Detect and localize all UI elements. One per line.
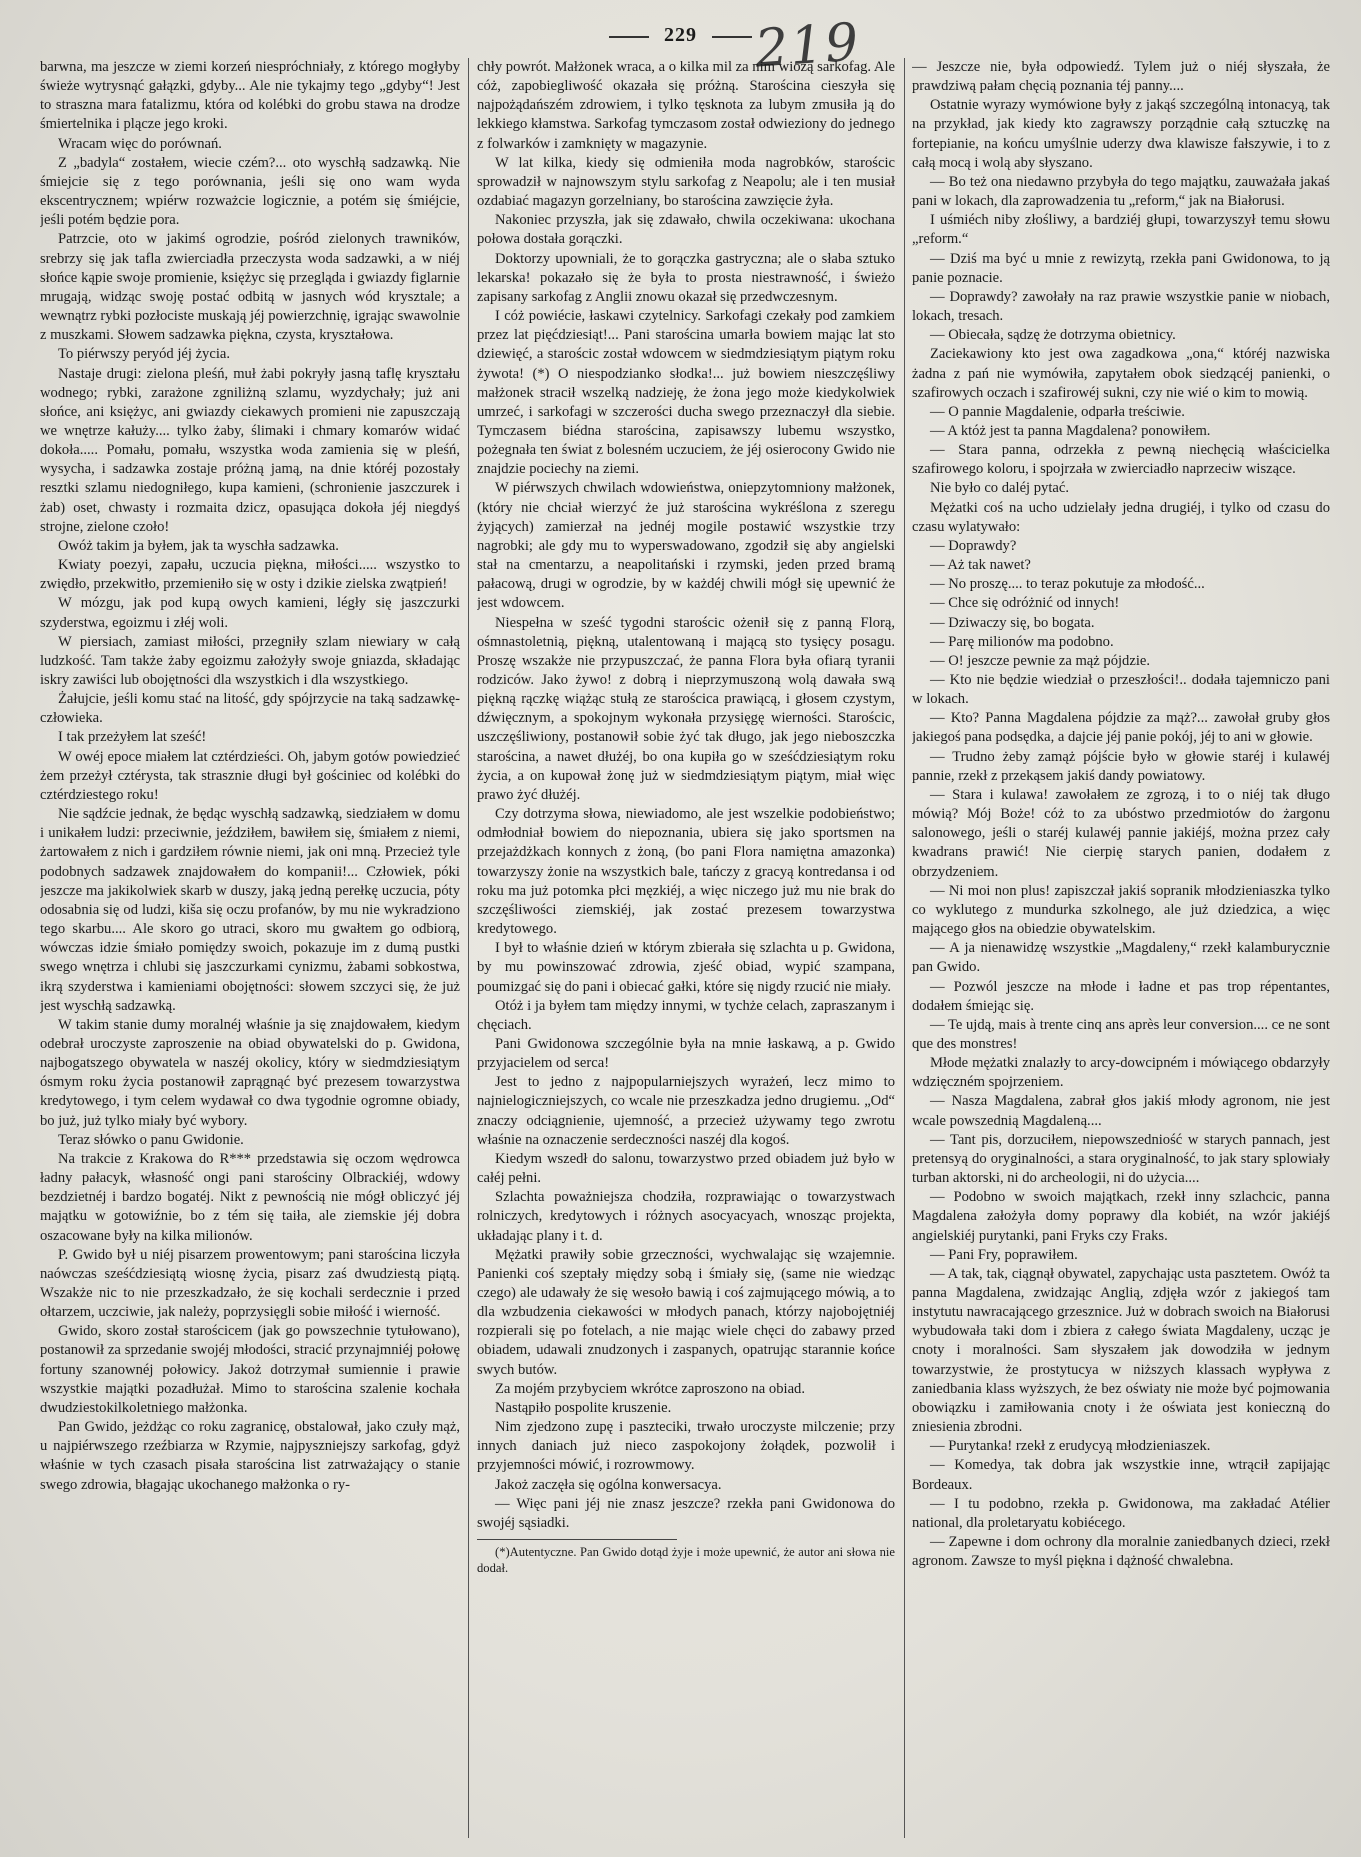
paragraph: Niespełna w sześć tygodni starościc ożenił się z panną Florą, ośmnastoletnią, piękną, utalentowaną i mającą sto tysięcy posagu. Proszę wszakże nie przypuszczać, że panna Flora była ofiarą tyranii rodziców. Jako żywo! z dobrą i nieprzymuszoną wolą dawała swą piękną rączkę wiążąc stułą ze starościca prawiącą, i głosem czystym, dźwięcznym, a spokojnym wykonała przysięgę wierności. Starościc, uszczęśliwiony, postanowił sobie żyć tak długo, jak jego nieboszczka starościna, a nawet dłużéj, bo ona kupiła go w sześćdziesiątym roku życia, a on kupował żonę już w siedmdziesiątym piątym, miał więc prawo żyć dłużéj. (477, 614, 895, 803)
paragraph: Kwiaty poezyi, zapału, uczucia piękna, miłości..... wszystko to zwiędło, przekwitło, przemieniło się w osty i dzikie zielska zwątpień! (40, 557, 460, 593)
header-rule-left (609, 36, 649, 38)
paragraph: — Trudno żeby zamąż pójście było w głowie staréj i kulawéj pannie, rzekł z przekąsem jakiś dandy powiatowy. (912, 748, 1330, 784)
paragraph: Na trakcie z Krakowa do R*** przedstawia się oczom wędrowca ładny pałacyk, własność ongi pani starościny Olbrackiéj, wdowy bezdzietnéj i bardzo bogatéj. Nikt z pewnością nie mógł obliczyć jéj majątku w gotowiźnie, bo z tém się taiła, ale ziemskie jéj dobra oszacowane były na kilka milionów. (40, 1150, 460, 1244)
paragraph: — Komedya, tak dobra jak wszystkie inne, wtrącił zapijając Bordeaux. (912, 1457, 1330, 1493)
paragraph: — Dziś ma być u mnie z rewizytą, rzekła pani Gwidonowa, to ją panie poznacie. (912, 250, 1330, 286)
paragraph: barwna, ma jeszcze w ziemi korzeń niespróchniały, z którego mogłyby świeże wytrysnąć gałązki, gdyby... Ale nie tykajmy tego „gdyby“! Jest to straszna mara fatalizmu, która od kolébki do grobu stawa na drodze śmiertelnika i plącze jego kroki. (40, 59, 460, 133)
paragraph: — Kto? Panna Magdalena pójdzie za mąż?... zawołał gruby głos jakiegoś pana podsędka, a dajcie jéj panie pokój, jéj to ani w głowie. (912, 710, 1330, 746)
paragraph: Zaciekawiony kto jest owa zagadkowa „ona,“ któréj nazwiska żadna z pań nie wymówiła, zapytałem obok siedzącéj panienki, o szafirowych oczach i szafirowéj sukni, czy nie wié o kim to mowią. (912, 346, 1330, 401)
paragraph: W owéj epoce miałem lat cztérdzieści. Oh, jabym gotów powiedzieć żem przeżył cztérysta, tak strasznie długi był gościniec od kolébki do cztérdziestego roku! (40, 748, 460, 803)
paragraph: I uśmiéch niby złośliwy, a bardziéj głupi, towarzyszył temu słowu „reform.“ (912, 212, 1330, 248)
paragraph: I tak przeżyłem lat sześć! (58, 729, 207, 746)
paragraph: — O! jeszcze pewnie za mąż pójdzie. (930, 652, 1151, 669)
paragraph: Pan Gwido, jeżdżąc co roku zagranicę, obstalował, jako czuły mąż, u najpiérwszego rzeźbiarza w Rzymie, najpyszniejszy sarkofag, gdyż właśnie w tych czasach pisała starościna list zatrważający o stanie swego zdrowia, błagając ukochanego małżonka o ry- (40, 1419, 460, 1493)
column-2 (477, 58, 895, 1838)
paragraph: — Ni moi non plus! zapiszczał jakiś sopranik młodzieniaszka tylko co wyklutego z mundurka szkolnego, ale już dziedzica, a więc mającego głos na obiedzie obywatelskim. (912, 882, 1330, 938)
paragraph: — Pani Fry, poprawiłem. (930, 1246, 1078, 1263)
paragraph: — Kto nie będzie wiedział o przeszłości!.. dodała tajemniczo pani w lokach. (912, 672, 1330, 708)
paragraph: Ostatnie wyrazy wymówione były z jakąś szczególną intonacyą, tak na przykład, jak kiedy kto zagrawszy porządnie całą sztuczkę na fortepianie, na końcu umyślnie uderzy dwa klawisze fałszywie, i to z całą mocą i wolą aby słyszano. (912, 97, 1330, 171)
header-rule-right (712, 36, 752, 38)
paragraph: — Tant pis, dorzuciłem, niepowszedniość w starych pannach, jest pretensyą do oryginalności, a stara oryginalność, to jak stary splowiały turban aktorski, ni do archeologii, ni do użycia.... (912, 1131, 1330, 1187)
paragraph: I cóż powiécie, łaskawi czytelnicy. Sarkofagi czekały pod zamkiem przez lat pięćdziesiąt!... Pani starościna umarła bowiem mając lat sto dziewięć, a starościc został wdowcem w siedmdziesiątym piątym roku żywota! (*) O niespodzianko słodka!... już bowiem nieszczęśliwy małżonek stracił wszelką nadzieję, że żona jego może kiedykolwiek umrzeć, i sarkofagi w szczerości ducha swego przeznaczył dla siebie. Tymczasem biédna starościna, zapisawszy lubemu wszystko, pożegnała ten świat z bolesném uczuciem, że jéj osierocony Gwido nie znajdzie pociechy na ziemi. (477, 308, 895, 478)
paragraph: — Obiecała, sądzę że dotrzyma obietnicy. (930, 327, 1176, 344)
paragraph: Za mojém przybyciem wkrótce zaproszono na obiad. (495, 1380, 806, 1397)
paragraph: — Purytanka! rzekł z erudycyą młodzieniaszek. (930, 1438, 1211, 1455)
column-divider (468, 58, 469, 1838)
paragraph: — Bo też ona niedawno przybyła do tego majątku, zauważała jakaś pani w lokach, dla zaprowadzenia tu „reform,“ jak na Białorusi. (912, 173, 1330, 210)
paragraph: — Jeszcze nie, była odpowiedź. Tylem już o niéj słyszała, że prawdziwą pałam chęcią poznania téj panny.... (912, 59, 1330, 95)
paragraph: — I tu podobno, rzekła p. Gwidonowa, ma zakładać Atélier national, dla proletaryatu kobiécego. (912, 1495, 1330, 1531)
paragraph: Mężatki prawiły sobie grzeczności, wychwalając się wzajemnie. Panienki coś szeptały między sobą i śmiały się, (same nie wiedząc czego) ale udawały że się wesoło bawią i coś zajmującego mówią, a to dla wzbudzenia ciekawości w młodych panach, którzy najobojętniéj rozpierali się po fotelach, a nie mając wiele chęci do zabawy przed obiadem, udawali znudzonych i zaspanych, opatrując starannie końce swych butów. (477, 1246, 895, 1378)
paragraph: — Doprawdy? (930, 537, 1017, 554)
paragraph: Nie sądźcie jednak, że będąc wyschłą sadzawką, siedziałem w domu i unikałem ludzi: przeciwnie, jeździłem, bawiłem się, śmiałem z niemi, żartowałem z nich i gardziłem równie niemi, jak oni mną. Przecież tyle podobnych sadzawek znajdowałem do kompanii!... Człowiek, póki jeszcze ma jakikolwiek skarb w duszy, jaką jedną perełkę uczucia, póty odosabnia się od ludzi, kiša się oczu profanów, by mu nie wykradziono tego skarbu.... Ale skoro go utraci, skoro mu gwałtem go odbiorą, wówczas idzie śmiało pomiędzy swoich, pokazuje im z dumą pustki swego wnętrza i chlubi się jaszczurkami cynizmu, żabami sobkostwa, ikrą szyderstwa i kamieniami obojętności: słowem szczyci się, że już jest wyschłą sadzawką. (40, 806, 460, 1014)
paragraph: W lat kilka, kiedy się odmieniła moda nagrobków, starościc sprowadził w najnowszym stylu sarkofag z Neapolu; ale i ten musiał ozdabiać magazyn gorzelniany, bo starościna zawzięcie żyła. (477, 154, 895, 210)
paragraph: — A tak, tak, ciągnął obywatel, zapychając usta pasztetem. Owóż ta panna Magdalena, zwidzając Anglią, zdjęła wzór z jakiegoś tam instytutu nawracającego grzesznice. Już w dobrach swoich na Białorusi wybudowała taki dom i zbiera z całego świata Magdaleny, ucząc je cnoty i moralności. Sam słyszałem jak dowodziła w jednym towarzystwie, że prostytucya w niższych klassach wypływa z zaniedbania klass wyższych, że bez oświaty nie może być pojmowania obowiązku i zamiłowania cnoty i że oświata jest konieczną do zniesienia zbrodni. (912, 1265, 1330, 1436)
paragraph: Jest to jedno z najpopularniejszych wyrażeń, lecz mimo to najnielogiczniejszych, co wcale nie przeszkadza jedno drugiemu. „Od“ znaczy odciągnienie, ujemność, a przecież używamy tego zwrotu właśnie na oznaczenie serdeczności naszéj dla kogoś. (477, 1074, 895, 1148)
paragraph: Patrzcie, oto w jakimś ogrodzie, pośród zielonych trawników, srebrzy się jak tafla zwierciadła przeczysta woda sadzawki, a w niéj słońce kąpie swoje promienie, księżyc się przegląda i gwiazdy figlarnie mrugają, widząc swoję postać odbitą w jasnych wód krysztale; a wewnątrz rybki pozłociste muskają jéj powierzchnię, igrając swawolnie z muszkami. Słowem sadzawka piękna, czysta, kryształowa. (40, 231, 460, 344)
paragraph: — Zapewne i dom ochrony dla moralnie zaniedbanych dzieci, rzekł agronom. Zawsze to myśl piękna i dążność chwalebna. (912, 1534, 1330, 1570)
paragraph: — No proszę.... to teraz pokutuje za młodość... (930, 576, 1205, 593)
paragraph: Nastąpiło pospolite kruszenie. (495, 1399, 672, 1416)
footnote: (*)Autentyczne. Pan Gwido dotąd żyje i może upewnić, że autor ani słowa nie dodał. (477, 1545, 895, 1576)
paragraph: Otóż i ja byłem tam między innymi, w tychże celach, zapraszanym i chęciach. (477, 997, 895, 1033)
paragraph: Owóż takim ja byłem, jak ta wyschła sadzawka. (58, 537, 339, 554)
paragraph: Szlachta poważniejsza chodziła, rozprawiając o towarzystwach rolniczych, kredytowych i różnych asocyacyach, wnosząc projekta, układając plany i t. d. (477, 1189, 895, 1244)
paragraph: — O pannie Magdalenie, odparła treściwie. (930, 403, 1185, 420)
paragraph: Młode mężatki znalazły to arcy-dowcipném i mówiącego obdarzyły wdzięczném spojrzeniem. (912, 1055, 1330, 1091)
column-divider (904, 58, 905, 1838)
paragraph: — A któż jest ta panna Magdalena? ponowiłem. (930, 422, 1211, 439)
paragraph: Nastaje drugi: zielona pleśń, muł żabi pokryły jasną taflę kryształu wodnego; rybki, zarażone zgniliżną szlamu, wyzdychały; już ani słońce, ani księżyc, ani gwiazdy ciekawych promieni nie zapuszczają we wnętrze kałuży.... tylko żaby, ślimaki i chmary komarów widać dokoła..... Pomału, pomału, wszystka woda zamienia się w pleśń, wysycha, i sadzawka zostaje próżną jamą, na dnie któréj pozostały resztki szlamu niedogniłego, kupa kamieni, (schronienie jaszczurek i żab) oset, chwasty i rozmaita dzicz, opasująca dokoła jéj niegdyś strojne, zielone czoło! (40, 365, 460, 535)
paragraph: Mężatki coś na ucho udzielały jedna drugiéj, i tylko od czasu do czasu wylatywało: (912, 499, 1330, 535)
column-3 (912, 58, 1330, 1838)
paragraph: — Podobno w swoich majątkach, rzekł inny szlachcic, panna Magdalena założyła domy poprawy dla kobiét, na wzór jakiéjś angielskiéj purytanki, pani Fryks czy Fraks. (912, 1189, 1330, 1244)
page-number: 229 (664, 24, 697, 46)
paragraph: Nakoniec przyszła, jak się zdawało, chwila oczekiwana: ukochana połowa dostała gorączki. (477, 212, 895, 248)
paragraph: Nie było co daléj pytać. (930, 480, 1069, 497)
paragraph: Teraz słówko o panu Gwidonie. (58, 1131, 244, 1148)
paragraph: — Te ujdą, mais à trente cinq ans après leur conversion.... ce ne sont que des monstres! (912, 1016, 1330, 1052)
paragraph: — Więc pani jéj nie znasz jeszcze? rzekła pani Gwidonowa do swojéj sąsiadki. (477, 1495, 895, 1531)
paragraph: W takim stanie dumy moralnéj właśnie ja się znajdowałem, kiedym odebrał uroczyste zaproszenie na obiad obywatelski do p. Gwidona, najbogatszego obywatela w naszéj okolicy, który w siedmdziesiątym ósmym roku życia postanowił zaprągnąć być prezesem towarzystwa kredytowego, i tym celem wydawał co dwa tygodnie ogromne obiady, bo już, już tylko miały być wybory. (40, 1016, 460, 1129)
paragraph: — A ja nienawidzę wszystkie „Magdaleny,“ rzekł kalamburycznie pan Gwido. (912, 940, 1330, 976)
paragraph: Z „badyla“ zostałem, wiecie czém?... oto wyschłą sadzawką. Nie śmiejcie się z tego porównania, jeśli się ono wam wyda ekscentrycznem; wpiérw rozważcie logicznie, a potém się śmiéjcie, jeśli potém będzie pora. (40, 154, 460, 229)
paragraph: — Stara panna, odrzekła z pewną niechęcią właścicielka szafirowego koloru, i spojrzała w zwierciadło naprzeciw wiszące. (912, 442, 1330, 478)
paragraph: — Dziwaczy się, bo bogata. (930, 614, 1095, 631)
paragraph: W piérwszych chwilach wdowieństwa, oniepzytomniony małżonek, (który nie chciał wierzyć że już starościna wykréślona z szeregu żyjących) zamierzał na jednéj mogile postawić wszystkie trzy nagrobki; ale gdy mu to wyperswadowano, zgodził się aby angielski stał na cmentarzu, a neapolitański i rzymski, jeden przed bramą pałacową, drugi w ogrodzie, by w każdéj chwili mógł się upewnić że jest wdowcem. (477, 480, 895, 612)
paragraph: Doktorzy upowniali, że to gorączka gastryczna; ale o słaba sztuko lekarska! pokazało się że była to prosta niestrawność, i świeżo zapisany sarkofag z Anglii znowu okazał się przedwczesnym. (477, 250, 895, 305)
paragraph: — Stara i kulawa! zawołałem ze zgrozą, i to o niéj tak długo mówią? Mój Boże! cóż to za ubóstwo przedmiotów do żargonu salonowego, jeśli o staréj kulawéj pannie jakiéjś, można przez cały kwadrans prawić! Nie cierpię starych panien, dodałem z obrzydzeniem. (912, 786, 1330, 880)
paragraph: — Chce się odróżnić od innych! (930, 595, 1120, 612)
paragraph: Gwido, skoro został starościcem (jak go powszechnie tytułowano), postanowił za sprzedanie swojéj młodości, stracić przynajmniéj połowę fortuny szanownéj połowicy. Jakoż dotrzymał sumiennie i prawie wszystkie majątki pozadłużał. Mimo to starościna szalenie kochała dwudziestokilkoletniego małżonka. (40, 1323, 460, 1416)
paragraph: W mózgu, jak pod kupą owych kamieni, légły się jaszczurki szyderstwa, egoizmu i złéj woli. (40, 595, 460, 631)
article-columns (40, 58, 1330, 1838)
paragraph: — Nasza Magdalena, zabrał głos jakiś młody agronom, nie jest wcale powszednią Magdaleną.... (912, 1093, 1330, 1129)
paragraph: — Aż tak nawet? (930, 557, 1031, 574)
paragraph: W piersiach, zamiast miłości, przegniły szlam niewiary w całą ludzkość. Tam także żaby egoizmu założyły swoje gniazda, składając iskry zawiści lub obojętności dla wszystkich i dla wszystkiego. (40, 633, 460, 688)
paragraph: P. Gwido był u niéj pisarzem prowentowym; pani starościna liczyła naówczas sześćdziesiątą wiosnę życia, pisarz zaś dwudziestą piątą. Wszakże nic to nie przeszkadzało, że się kochali serdecznie i przed ołtarzem, uczciwie, jak należy, poprzysięgli sobie miłość i wierność. (40, 1246, 460, 1321)
paragraph: Jakoż zaczęła się ogólna konwersacya. (495, 1476, 722, 1493)
paragraph: I był to właśnie dzień w którym zbierała się szlachta u p. Gwidona, by mu powinszować zdrowia, zjeść obiad, wypić szampana, poumizgać się do pani i obiecać gałki, które się nigdy rzucić nie miały. (477, 940, 895, 995)
handwritten-page-number: 219 (753, 12, 863, 80)
paragraph: Kiedym wszedł do salonu, towarzystwo przed obiadem już było w całéj pełni. (477, 1150, 895, 1187)
paragraph: — Parę milionów ma podobno. (930, 633, 1114, 650)
paragraph: — Doprawdy? zawołały na raz prawie wszystkie panie w niobach, lokach, tresach. (912, 288, 1330, 325)
paragraph: Nim zjedzono zupę i paszteciki, trwało uroczyste milczenie; przy innych daniach już nieco zaspokojony żołądek, pozwolił i przyjemności mówić, i rozrowmowy. (477, 1419, 895, 1474)
paragraph: chły powrót. Małżonek wraca, a o kilka mil za nim wiozą sarkofag. Ale cóż, zapobiegliwość okazała się próżną. Starościna cieszyła się najpożądańszém zdrowiem, i tylko tęsknota za lubym zmusiła ją do lekkiego kłamstwa. Sarkofag tymczasom został odwieziony do jednego z folwarków i zamknięty w magazynie. (477, 59, 895, 152)
paragraph: Wracam więc do porównań. (58, 135, 222, 152)
paragraph: To piérwszy peryód jéj życia. (58, 346, 231, 363)
paragraph: Czy dotrzyma słowa, niewiadomo, ale jest wszelkie podobieństwo; odmłodniał bowiem do niepoznania, ubiera się jako sportsmen na przejażdżkach konnych z żoną, (bo pani Flora namiętna amazonka) towarzyszy żonie na wszystkich bale, tańczy z gracyą kontredansa i od roku ma już potomka płci męzkiéj, a więc niczego już mu nie brak do szczęśliwości ziemskiéj, jak zostać prezesem towarzystwa kredytowego. (477, 806, 895, 938)
paragraph: Żałujcie, jeśli komu stać na litość, gdy spójrzycie na taką sadzawkę-człowieka. (40, 691, 460, 727)
footnote-divider (477, 1539, 677, 1540)
column-1 (40, 58, 460, 1838)
paragraph: Pani Gwidonowa szczególnie była na mnie łaskawą, a p. Gwido przyjacielem od serca! (477, 1035, 895, 1072)
paragraph: — Pozwól jeszcze na młode i ładne et pas trop répentantes, dodałem śmiejąc się. (912, 978, 1330, 1014)
